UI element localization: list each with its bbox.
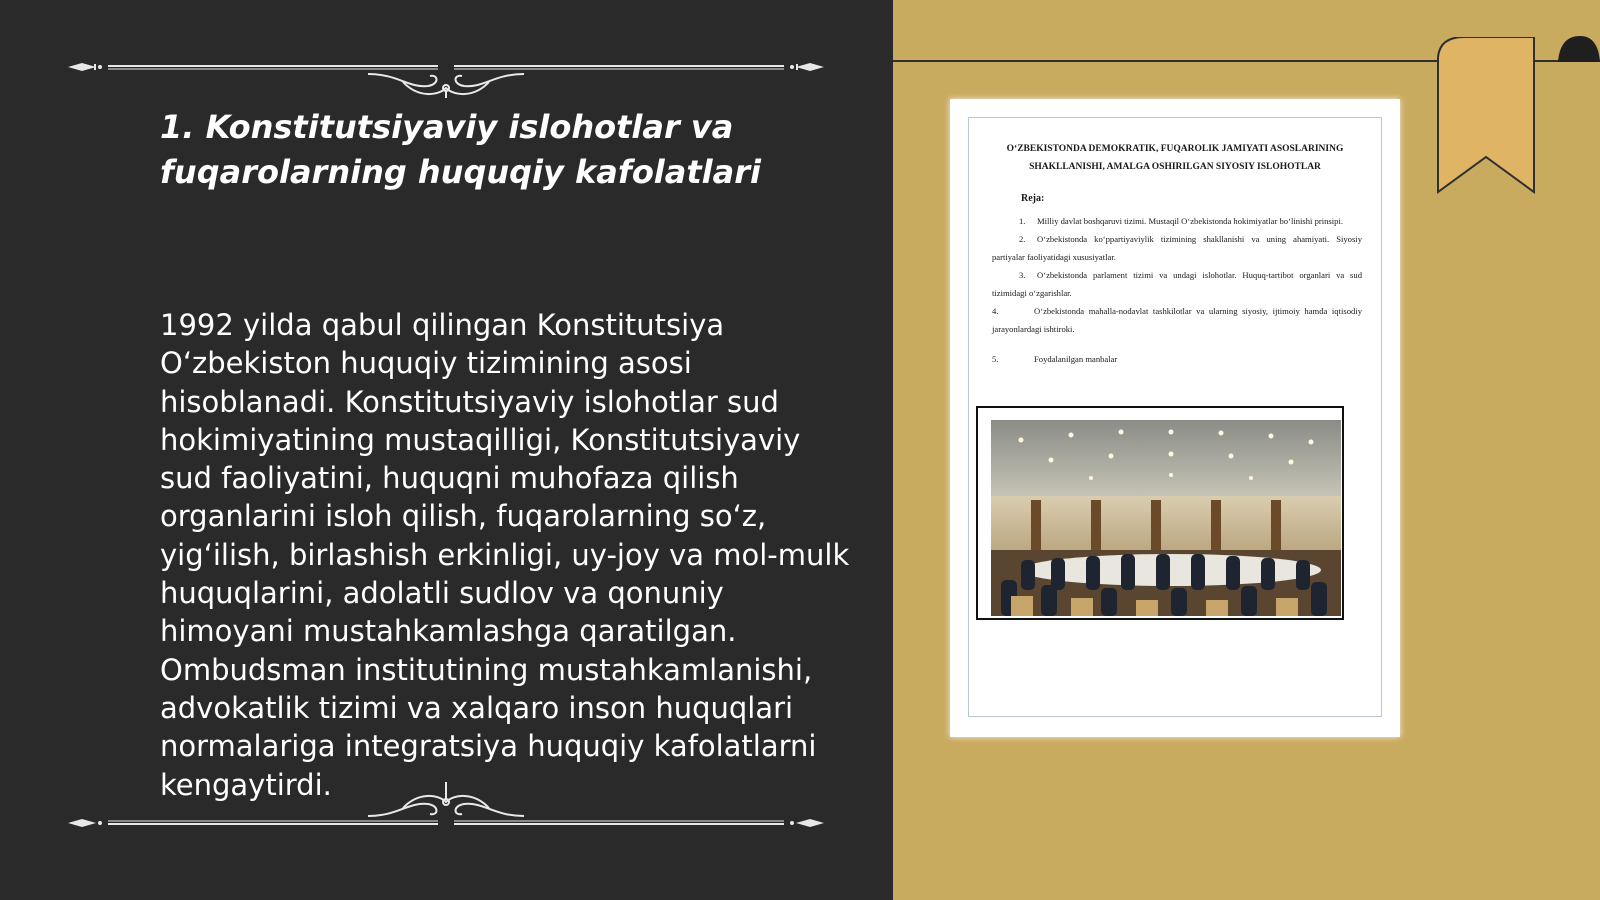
plan-item-number: 3. (1019, 270, 1026, 280)
plan-item-number: 4. (992, 306, 999, 316)
ornamental-divider-icon (68, 38, 824, 98)
document-plan-list (992, 212, 1362, 368)
plan-item-text: O‘zbekistonda parlament tizimi va undagi islohotlar. Huquq-tartibot organlari va sud tizimidagi o‘zgarishlar. (992, 270, 1362, 298)
plan-item-number: 2. (1019, 234, 1026, 244)
plan-item (992, 266, 1362, 302)
plan-item-text: O‘zbekistonda mahalla-nodavlat tashkilotlar va ularning siyosiy, ijtimoiy hamda iqtisodiy jarayonlardagi ishtiroki. (992, 306, 1362, 334)
document-page (968, 117, 1382, 717)
plan-item (992, 302, 1362, 338)
plan-item (992, 212, 1362, 230)
slide-body-text: 1992 yilda qabul qilingan Konstitutsiya O‘zbekiston huquqiy tizimining asosi hisoblanadi. Konstitutsiyaviy islohotlar sud hokimiyatining mustaqilligi, Konstitutsiyaviy sud faoliyatini, huquqni muhofaza qilish organlarini isloh qilish, fuqarolarning so‘z, yig‘ilish, birlashish erkinligi, uy-joy va mol-mulk huquqlarini, adolatli sudlov va qonuniy himoyani mustahkamlashga qaratilgan. Ombudsman institutining mustahkamlanishi, advokatlik tizimi va xalqaro inson huquqlari normalariga integratsiya huquqiy kafolatlarni kengaytirdi. (160, 308, 850, 802)
plan-item (992, 230, 1362, 266)
ribbon-curl-icon (1558, 36, 1600, 62)
document-photo-frame (976, 406, 1344, 620)
slide-title: 1. Konstitutsiyaviy islohotlar va fuqarolarning huquqiy kafolatlari (160, 108, 761, 191)
plan-item (992, 350, 1362, 368)
bookmark-ribbon-icon (1436, 37, 1536, 197)
document-plan-label: Reja: (1021, 193, 1045, 204)
conference-hall-photo (991, 420, 1341, 616)
plan-item-number: 1. (1019, 216, 1026, 226)
document-preview (950, 99, 1400, 737)
plan-item-text: Foydalanilgan manbalar (1034, 354, 1118, 364)
ornamental-divider-icon (68, 782, 824, 842)
plan-item-text: Milliy davlat boshqaruvi tizimi. Mustaqil O‘zbekistonda hokimiyatlar bo‘linishi prinsipi. (1037, 216, 1343, 226)
document-heading: O‘ZBEKISTONDA DEMOKRATIK, FUQAROLIK JAMIYATI ASOSLARINING SHAKLLANISHI, AMALGA OSHIRILGAN SIYOSIY ISLOHOTLAR (1006, 144, 1344, 172)
plan-item-text: O‘zbekistonda ko‘ppartiyaviylik tizimining shakllanishi va uning ahamiyati. Siyosiy partiyalar faoliyatidagi xususiyatlar. (992, 234, 1362, 262)
plan-item-number: 5. (992, 354, 999, 364)
